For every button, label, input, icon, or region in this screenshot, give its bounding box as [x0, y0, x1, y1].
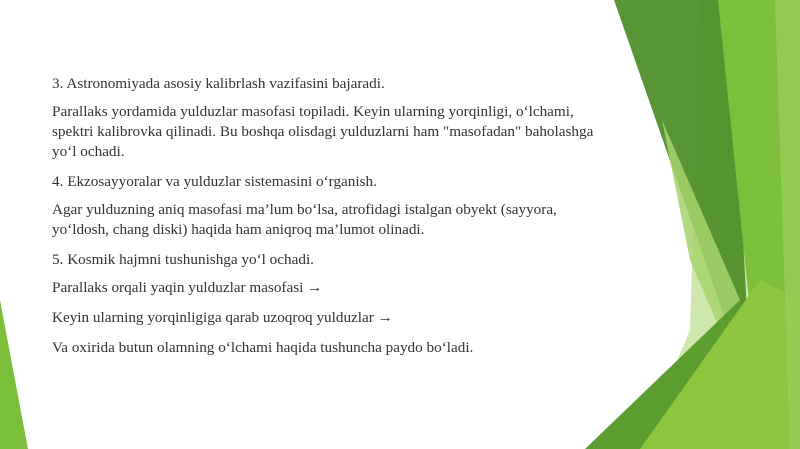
heading-exoplanets: 4. Ekzosayyoralar va yulduzlar sistemasini o‘rganish.	[52, 173, 377, 190]
step-universe-size: Va oxirida butun olamning o‘lchami haqida tushuncha paydo bo‘ladi.	[52, 339, 474, 356]
step-distant-stars: Keyin ularning yorqinligiga qarab uzoqroq yulduzlar →	[52, 309, 393, 326]
heading-cosmic-scale: 5. Kosmik hajmni tushunishga yo‘l ochadi.	[52, 251, 314, 268]
paragraph-parallax-calibration: Parallaks yordamida yulduzlar masofasi topiladi. Keyin ularning yorqinligi, o‘lchami, spektri kalibrovka qilinadi. Bu boshqa olisdagi yulduzlarni ham "masofadan" baholashga yo‘l ochadi.	[52, 103, 594, 160]
step-nearby-stars: Parallaks orqali yaqin yulduzlar masofasi →	[52, 279, 323, 296]
slide-body-text	[52, 74, 612, 368]
heading-calibration: 3. Astronomiyada asosiy kalibrlash vazifasini bajaradi.	[52, 75, 385, 92]
paragraph-exoplanets: Agar yulduzning aniq masofasi ma’lum bo‘lsa, atrofidagi istalgan obyekt (sayyora, yo‘ldosh, chang diski) haqida ham aniqroq ma’lumot olinadi.	[52, 201, 557, 238]
left-green-wedge	[0, 300, 28, 449]
